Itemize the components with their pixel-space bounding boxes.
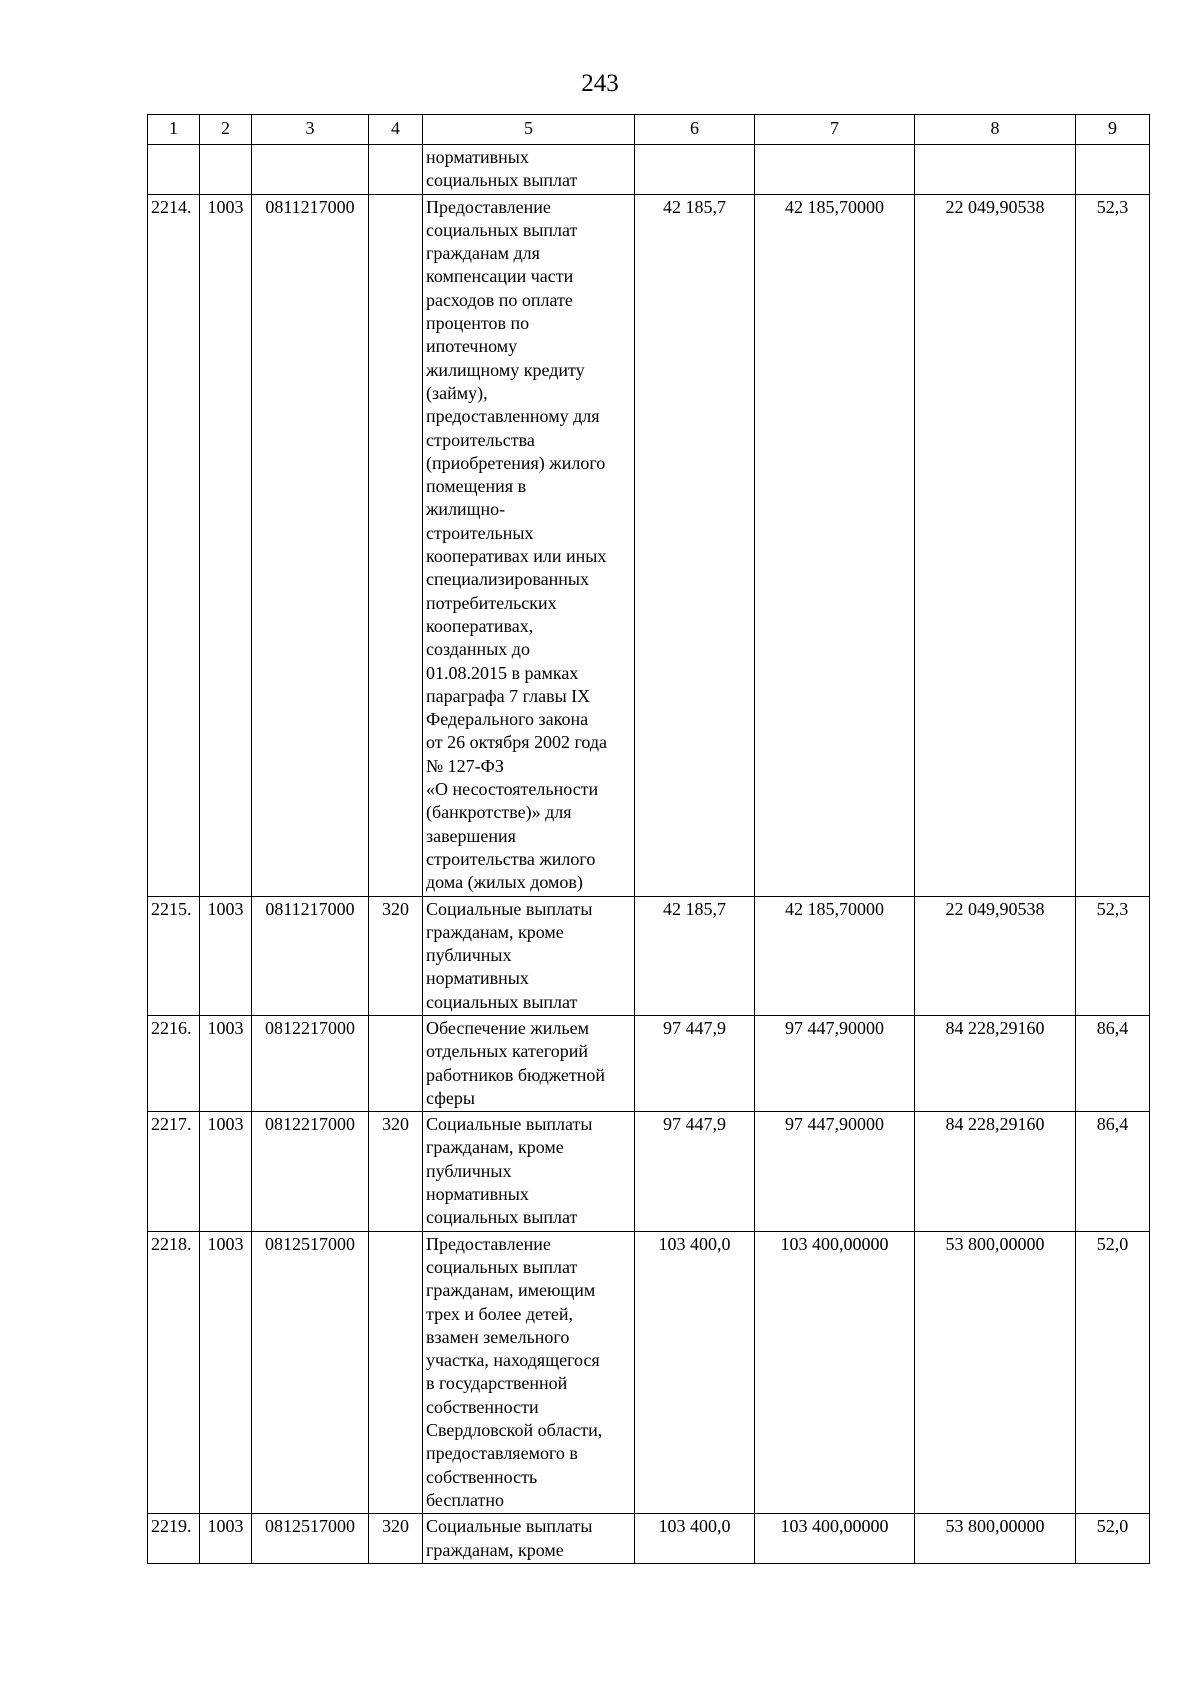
- plan-amount-precise: 103 400,00000: [755, 1514, 915, 1564]
- description-line: собственность: [426, 1466, 538, 1487]
- description-line: 01.08.2015 в рамках: [426, 662, 579, 683]
- description-line: гражданам, имеющим: [426, 1280, 596, 1301]
- section-code: 1003: [200, 1231, 252, 1514]
- expense-type-code: 320: [369, 1514, 423, 1564]
- description-line: гражданам, кроме: [426, 1137, 564, 1158]
- col-header-2: 2: [200, 115, 252, 145]
- col-header-3: 3: [252, 115, 369, 145]
- description-line: специализированных: [426, 569, 589, 590]
- executed-amount: [915, 145, 1076, 195]
- description-line: (приобретения) жилого: [426, 452, 606, 473]
- description-line: предоставляемого в: [426, 1443, 578, 1464]
- description-line: нормативных: [426, 147, 529, 167]
- description-line: Предоставление: [426, 196, 551, 217]
- section-code: 1003: [200, 1015, 252, 1111]
- plan-amount: 103 400,0: [635, 1231, 755, 1514]
- description-line: социальных выплат: [426, 1256, 578, 1277]
- plan-amount: 97 447,9: [635, 1112, 755, 1231]
- table-row: [148, 1514, 1150, 1564]
- col-header-7: 7: [755, 115, 915, 145]
- description-line: дома (жилых домов): [426, 872, 583, 893]
- description-line: процентов по: [426, 313, 530, 334]
- expense-type-code: 320: [369, 1112, 423, 1231]
- description-line: работников бюджетной: [426, 1064, 606, 1085]
- description-line: (займу),: [426, 382, 488, 403]
- expense-type-code: 320: [369, 896, 423, 1015]
- execution-percent: [1076, 145, 1150, 195]
- table-row: [148, 145, 1150, 195]
- description-line: в государственной: [426, 1373, 568, 1394]
- description-line: созданных до: [426, 639, 530, 660]
- plan-amount-precise: 42 185,70000: [755, 194, 915, 896]
- description-line: строительных: [426, 522, 534, 543]
- description-line: помещения в: [426, 476, 527, 497]
- plan-amount: 42 185,7: [635, 896, 755, 1015]
- row-number: 2214.: [148, 194, 200, 896]
- description-line: «О несостоятельности: [426, 779, 599, 800]
- col-header-8: 8: [915, 115, 1076, 145]
- row-number: 2218.: [148, 1231, 200, 1514]
- row-description: [423, 896, 635, 1015]
- target-article-code: 0812217000: [252, 1112, 369, 1231]
- section-code: [200, 145, 252, 195]
- description-line: нормативных: [426, 968, 529, 989]
- description-line: бесплатно: [426, 1489, 504, 1510]
- execution-percent: 86,4: [1076, 1112, 1150, 1231]
- description-line: Федерального закона: [426, 709, 589, 730]
- execution-percent: 52,3: [1076, 194, 1150, 896]
- description-line: (банкротстве)» для: [426, 802, 572, 823]
- execution-percent: 86,4: [1076, 1015, 1150, 1111]
- header-row: [148, 115, 1150, 145]
- description-line: социальных выплат: [426, 1207, 578, 1228]
- executed-amount: 53 800,00000: [915, 1514, 1076, 1564]
- description-line: от 26 октября 2002 года: [426, 732, 608, 753]
- executed-amount: 53 800,00000: [915, 1231, 1076, 1514]
- section-code: 1003: [200, 1112, 252, 1231]
- target-article-code: 0812517000: [252, 1231, 369, 1514]
- description-line: гражданам для: [426, 243, 540, 264]
- section-code: 1003: [200, 896, 252, 1015]
- description-line: гражданам, кроме: [426, 1539, 564, 1560]
- plan-amount: [635, 145, 755, 195]
- description-line: социальных выплат: [426, 219, 578, 240]
- description-line: предоставленному для: [426, 406, 600, 427]
- description-line: Социальные выплаты: [426, 1114, 593, 1135]
- executed-amount: 84 228,29160: [915, 1015, 1076, 1111]
- section-code: 1003: [200, 1514, 252, 1564]
- description-line: расходов по оплате: [426, 289, 573, 310]
- execution-percent: 52,3: [1076, 896, 1150, 1015]
- target-article-code: 0811217000: [252, 896, 369, 1015]
- plan-amount-precise: 42 185,70000: [755, 896, 915, 1015]
- executed-amount: 22 049,90538: [915, 896, 1076, 1015]
- row-description: [423, 1514, 635, 1564]
- execution-percent: 52,0: [1076, 1514, 1150, 1564]
- description-line: Социальные выплаты: [426, 898, 593, 919]
- description-line: жилищно-: [426, 499, 506, 520]
- plan-amount: 42 185,7: [635, 194, 755, 896]
- row-number: 2216.: [148, 1015, 200, 1111]
- description-line: кооперативах или иных: [426, 546, 607, 567]
- col-header-9: 9: [1076, 115, 1150, 145]
- row-description: [423, 194, 635, 896]
- target-article-code: 0812517000: [252, 1514, 369, 1564]
- description-line: жилищному кредиту: [426, 359, 585, 380]
- section-code: 1003: [200, 194, 252, 896]
- description-line: участка, находящегося: [426, 1350, 600, 1371]
- table-row: [148, 194, 1150, 896]
- description-line: Обеспечение жильем: [426, 1017, 589, 1038]
- description-line: нормативных: [426, 1184, 529, 1205]
- plan-amount: 97 447,9: [635, 1015, 755, 1111]
- description-line: социальных выплат: [426, 170, 578, 191]
- description-line: строительства: [426, 429, 535, 450]
- description-line: строительства жилого: [426, 848, 596, 869]
- row-description: [423, 1015, 635, 1111]
- expense-type-code: [369, 1231, 423, 1514]
- table-row: [148, 1231, 1150, 1514]
- description-line: публичных: [426, 945, 512, 966]
- description-line: отдельных категорий: [426, 1041, 589, 1062]
- description-line: сферы: [426, 1087, 475, 1108]
- plan-amount-precise: 103 400,00000: [755, 1231, 915, 1514]
- description-line: кооперативах,: [426, 615, 534, 636]
- row-description: [423, 1231, 635, 1514]
- table-row: [148, 896, 1150, 1015]
- row-number: 2215.: [148, 896, 200, 1015]
- expense-type-code: [369, 145, 423, 195]
- description-line: Социальные выплаты: [426, 1516, 593, 1537]
- execution-percent: 52,0: [1076, 1231, 1150, 1514]
- row-number: [148, 145, 200, 195]
- col-header-4: 4: [369, 115, 423, 145]
- plan-amount: 103 400,0: [635, 1514, 755, 1564]
- description-line: трех и более детей,: [426, 1303, 573, 1324]
- description-line: социальных выплат: [426, 991, 578, 1012]
- plan-amount-precise: [755, 145, 915, 195]
- col-header-6: 6: [635, 115, 755, 145]
- budget-table: [147, 114, 1150, 1564]
- plan-amount-precise: 97 447,90000: [755, 1015, 915, 1111]
- expense-type-code: [369, 1015, 423, 1111]
- table-row: [148, 1112, 1150, 1231]
- row-number: 2219.: [148, 1514, 200, 1564]
- executed-amount: 22 049,90538: [915, 194, 1076, 896]
- row-description: [423, 145, 635, 195]
- executed-amount: 84 228,29160: [915, 1112, 1076, 1231]
- description-line: компенсации части: [426, 266, 574, 287]
- description-line: собственности: [426, 1396, 539, 1417]
- expense-type-code: [369, 194, 423, 896]
- target-article-code: 0811217000: [252, 194, 369, 896]
- col-header-1: 1: [148, 115, 200, 145]
- plan-amount-precise: 97 447,90000: [755, 1112, 915, 1231]
- row-number: 2217.: [148, 1112, 200, 1231]
- row-description: [423, 1112, 635, 1231]
- table-row: [148, 1015, 1150, 1111]
- col-header-5: 5: [423, 115, 635, 145]
- description-line: гражданам, кроме: [426, 921, 564, 942]
- description-line: потребительских: [426, 592, 557, 613]
- description-line: публичных: [426, 1160, 512, 1181]
- target-article-code: 0812217000: [252, 1015, 369, 1111]
- description-line: № 127-ФЗ: [426, 755, 504, 776]
- description-line: Предоставление: [426, 1233, 551, 1254]
- description-line: Свердловской области,: [426, 1420, 603, 1441]
- description-line: параграфа 7 главы IX: [426, 685, 591, 706]
- description-line: ипотечному: [426, 336, 518, 357]
- page-number: 243: [581, 70, 619, 97]
- description-line: завершения: [426, 825, 516, 846]
- target-article-code: [252, 145, 369, 195]
- description-line: взамен земельного: [426, 1326, 570, 1347]
